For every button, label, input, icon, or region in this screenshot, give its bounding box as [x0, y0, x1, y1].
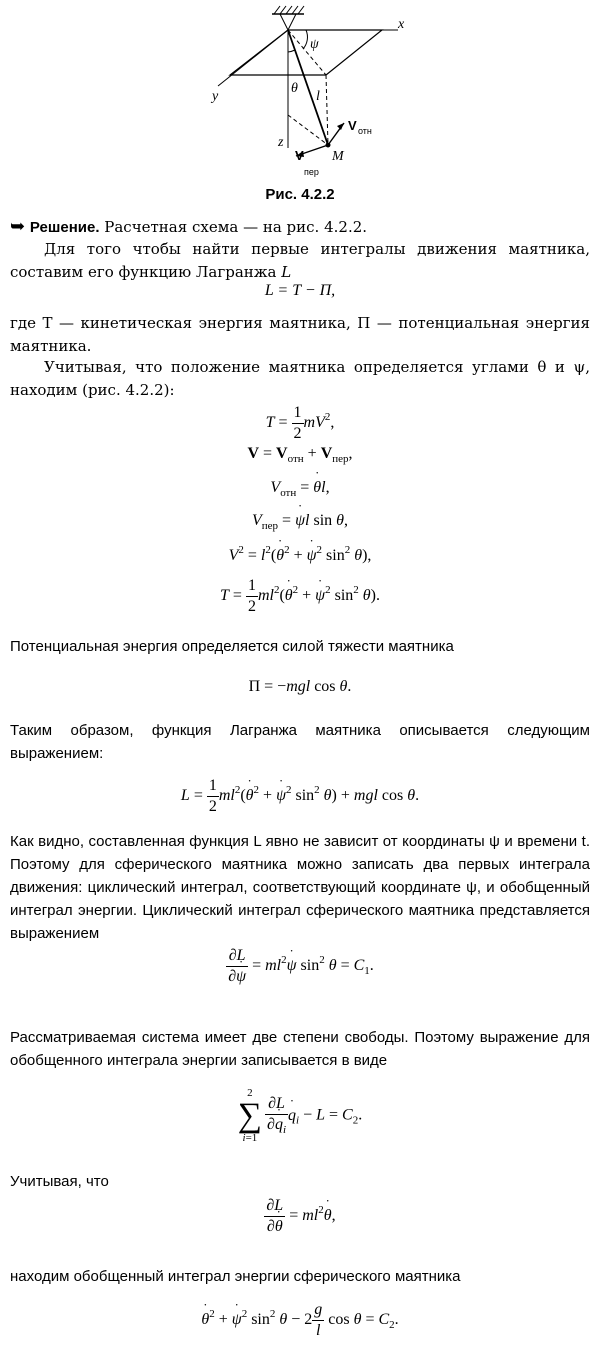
paragraph-4: Потенциальная энергия определяется силой тяжести маятника	[10, 638, 454, 655]
eq-kinetic-final: T = $\frac{1}{2}$ $ml^2(˙$ $\theta^2$ + ˙ $\psi^2$ $\sin^2 \theta$).	[0, 578, 600, 615]
horizontal-plane	[230, 30, 382, 75]
eq-dL-dtheta: $\frac{\partial L}{\partial˙ \theta}$ = $ml^2˙$ θ,	[0, 1198, 600, 1235]
paragraph-5: Таким образом, функция Лагранжа маятника описывается следующим выражением:	[10, 722, 590, 762]
v-rel-label: V	[348, 118, 357, 133]
eq-lagrange-def	[0, 282, 600, 300]
eq-v-squared: $V^2$ = $l^2(˙$ $\theta^2$ + ˙ $\psi^2$ $\sin^2 \theta$),	[0, 544, 600, 565]
eq-energy-final: ˙ $\theta^2$ + ˙ $\psi^2$ $\sin^2 \theta - 2$ $\frac{g}{l}$ $\cos \theta = C_2$.	[0, 1302, 600, 1339]
solution-heading: Решение.	[29, 219, 100, 236]
eq-velocity-sum: $V = V_{отн} + V_{пер}$,	[247, 445, 353, 465]
z-axis-label: z	[278, 135, 284, 150]
v-trans-sub: пер	[304, 167, 319, 177]
x-axis-label: x	[398, 17, 405, 32]
psi-label: ψ	[310, 37, 319, 52]
length-label: l	[316, 89, 320, 104]
eq-energy-sum: 2 ∑ i=1 $\frac{\partial L}{\partial˙ q_i}$ ˙ $q_i - L = C_2$.	[0, 1088, 600, 1144]
y-axis-label: y	[212, 89, 219, 104]
paragraph-8: Учитывая, что	[10, 1173, 109, 1190]
solution-arrow-icon: ➥	[10, 216, 26, 237]
eq-kinetic: T = $\frac{1}{2}$ $mV^2$,	[265, 404, 335, 442]
solution-line	[10, 215, 590, 239]
eq-v-trans: $V_{пер}$ = ˙ ψl sin θ,	[0, 512, 600, 532]
paragraph-2: где T — кинетическая энергия маятника, Π — потенциальная энергия маятника.	[10, 314, 590, 355]
paragraph-3: Учитывая, что положение маятника определяется углами θ и ψ, находим (рис. 4.2.2):	[10, 358, 590, 399]
figure-caption: Рис. 4.2.2	[265, 186, 335, 203]
paragraph-1-text: Для того чтобы найти первые интегралы движения маятника, составим его функцию Лагранжа	[10, 240, 590, 281]
paragraph-6: Как видно, составленная функция L явно не зависит от координаты ψ и времени t. Поэтому для сферического маятника можно записать два первых интеграла движения: циклический интеграл, соответствующий координате ψ, и обобщенный интеграл энергии. Циклический интеграл сферического маятника представляется выражением	[10, 833, 590, 942]
v-trans-label: V	[295, 148, 304, 163]
paragraph-1-var: L	[281, 263, 292, 281]
eq-lagrange-def-text: L = T − Π,	[264, 282, 336, 299]
paragraph-7: Рассматриваемая система имеет две степени свободы. Поэтому выражение для обобщенного интеграла энергии записывается в виде	[10, 1029, 590, 1069]
support-hatch	[272, 6, 304, 30]
v-rel-sub: отн	[358, 126, 372, 136]
pendulum-diagram	[200, 0, 420, 185]
point-m-label: M	[332, 149, 344, 164]
eq-potential: Π = −mgl cos θ.	[248, 678, 352, 695]
solution-intro: Расчетная схема — на рис. 4.2.2.	[104, 218, 368, 236]
paragraph-9: находим обобщенный интеграл энергии сферического маятника	[10, 1268, 461, 1285]
eq-v-rel: $V_{отн}$ = ˙ θl,	[0, 479, 600, 499]
eq-cyclic: $\frac{\partial L}{\partial˙ \psi}$ = $ml^2˙$ ψ $\sin^2 \theta = C_1$.	[0, 948, 600, 985]
paragraph-1	[10, 238, 590, 284]
theta-label: θ	[291, 81, 298, 96]
eq-lagrange-full: L = $\frac{1}{2}$ $ml^2(˙$ $\theta^2$ + ˙ $\psi^2$ $\sin^2 \theta$) + mgl cos θ.	[0, 778, 600, 815]
